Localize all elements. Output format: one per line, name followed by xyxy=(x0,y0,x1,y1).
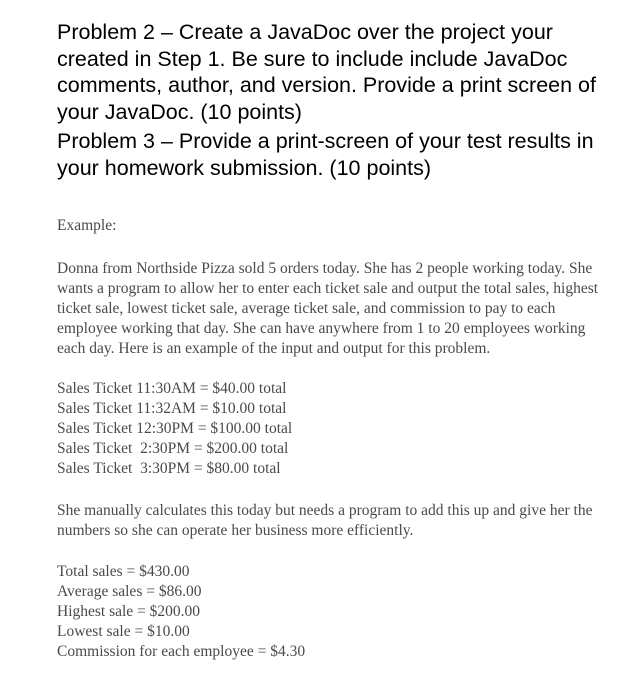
sales-ticket-line: Sales Ticket 3:30PM = $80.00 total xyxy=(57,460,281,477)
results-list xyxy=(57,562,617,662)
example-story-paragraph: Donna from Northside Pizza sold 5 orders today. She has 2 people working today. She wants a program to allow her to enter each ticket sale and output the total sales, highest ticket sale, lowest ticket sale, average ticket sale, and commission to pay to each employee working that day. She can have anywhere from 1 to 20 employees working each day. Here is an example of the input and output for this problem. xyxy=(57,260,599,357)
sales-ticket-line: Sales Ticket 11:32AM = $10.00 total xyxy=(57,400,287,417)
sales-ticket-list xyxy=(57,379,617,479)
sales-ticket-line: Sales Ticket 11:30AM = $40.00 total xyxy=(57,380,287,397)
example-label: Example: xyxy=(57,217,117,234)
problem-2-text: Problem 2 – Create a JavaDoc over the project your created in Step 1. Be sure to include include JavaDoc comments, author, and version. Provide a print screen of your JavaDoc. (10 points) xyxy=(57,20,596,124)
example-section xyxy=(57,216,617,662)
sales-ticket-line: Sales Ticket 12:30PM = $100.00 total xyxy=(57,420,293,437)
highest-sale-line: Highest sale = $200.00 xyxy=(57,603,201,620)
total-sales-line: Total sales = $430.00 xyxy=(57,563,190,580)
problem-statements xyxy=(57,19,617,181)
average-sales-line: Average sales = $86.00 xyxy=(57,583,202,600)
problem-3-text: Problem 3 – Provide a print-screen of your test results in your homework submission. (10 points) xyxy=(57,129,594,180)
commission-line: Commission for each employee = $4.30 xyxy=(57,643,306,660)
manual-calculation-paragraph: She manually calculates this today but needs a program to add this up and give her the numbers so she can operate her business more efficiently. xyxy=(57,502,593,539)
lowest-sale-line: Lowest sale = $10.00 xyxy=(57,623,190,640)
sales-ticket-line: Sales Ticket 2:30PM = $200.00 total xyxy=(57,440,289,457)
